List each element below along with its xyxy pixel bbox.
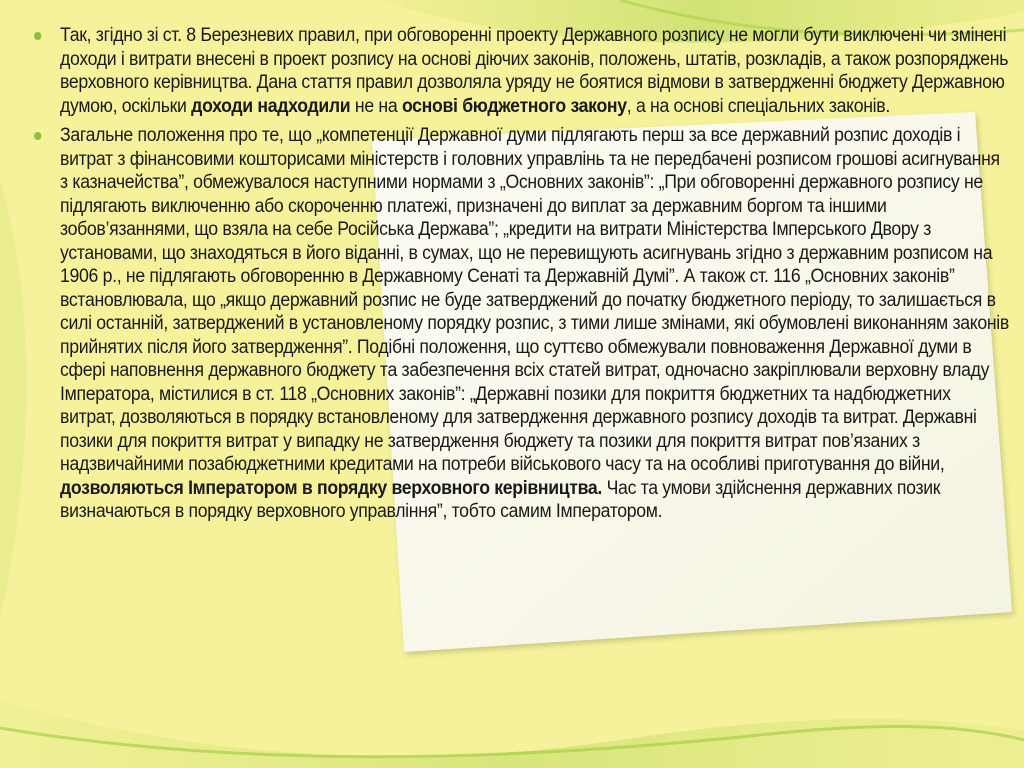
bullet-paragraph-1 (34, 24, 1011, 118)
bullet-paragraph-2 (34, 124, 1011, 524)
slide-content (34, 24, 1009, 530)
paragraph-1-bold-revenue: доходи надходили (191, 95, 351, 117)
paragraph-2-text-a: Загальне положення про те, що „компетенції Державної думи підлягають перш за все державний розпис доходів і витрат з фінансовими кошторисами міністерств і головних управлінь та не передбачені розписом грошові асигнування з казначейства”, обмежувалося наступними нормами з „Основних законів”: „При обговоренні державного розпису не підлягають виключенню або скороченню платежі, призначені до виплат за державним боргом та іншими зобов’язаннями, що взяла на себе Російська Держава”; „кредити на витрати Міністерства Імперського Двору з установами, що знаходяться в його віданні, в сумах, що не перевищують асигнувань згідно з державним розписом на 1906 р., не підлягають обговоренню в Державному Сенаті та Державній Думі”. А також ст. 116 „Основних законів” встановлювала, що „якщо державний розпис не буде затверджений до початку бюджетного періоду, то залишається в силі останній, затверджений в установленому порядку розпис, з тими лише змінами, які обумовлені виконанням законів прийнятих після його затвердження”. Подібні положення, що суттєво обмежували повноваження Державної думи в сфері наповнення державного бюджету та забезпечення всіх статей витрат, одночасно закріплювали верховну владу Імператора, містилися в ст. 118 „Основних законів”: „Державні позики для покриття бюджетних та надбюджетних витрат, дозволяються в порядку встановленому для затвердження державного розпису доходів та витрат. Державні позики для покриття витрат у випадку не затвердження бюджету та позики для покриття витрат пов’язаних з надзвичайними позабюджетними кредитами на потреби військового часу та на особливі приготування до війни, (60, 125, 1009, 475)
paragraph-1-bold-budget-law: основі бюджетного закону (401, 95, 627, 117)
bullet-dot-icon (34, 132, 41, 140)
paragraph-2-text-b: Час та умови здійснення державних позик визначаються в порядку верховного управління”, тобто самим Імператором. (60, 477, 941, 522)
paragraph-1-text-a: Так, згідно зі ст. 8 Березневих правил, при обговоренні проекту Державного розпису не могли бути виключені чи змінені доходи і витрати внесені в проект розпису на основі діючих законів, положень, штатів, розкладів, а також розпоряджень верховного керівництва. Дана стаття правил дозволяла уряду не боятися відмови в затвердженні бюджету Державною думою, оскільки (60, 25, 1009, 117)
bullet-dot-icon (34, 32, 41, 40)
paragraph-2-bold-emperor: дозволяються Імператором в порядку верховного керівництва. (60, 477, 603, 499)
paragraph-1-text-b: не на (350, 95, 402, 117)
paragraph-1-text-c: , а на основі спеціальних законів. (626, 95, 890, 117)
